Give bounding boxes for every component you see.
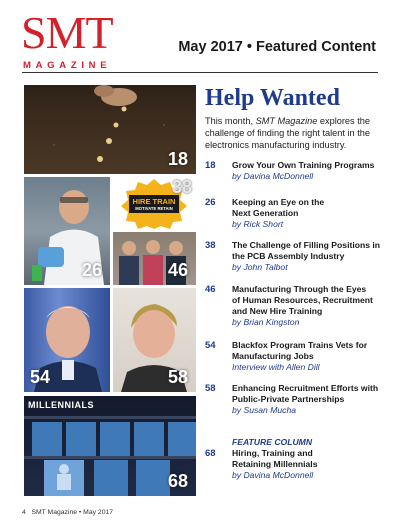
toc-title: Blackfox Program Trains Vets for Manufacturing Jobs <box>232 340 368 361</box>
toc-author: by Brian Kingston <box>232 317 300 327</box>
feature-title: Hiring, Training and Retaining Millennials <box>232 448 318 469</box>
smt-magazine-logo <box>21 7 125 72</box>
photo-page-number: 38 <box>171 177 192 197</box>
feature-page-number: 68 <box>205 448 216 459</box>
allen-dill-photo <box>24 288 110 392</box>
toc-author: Interview with Allen Dill <box>232 362 320 372</box>
toc-page-number: 58 <box>205 383 216 394</box>
millennials-label: MILLENNIALS <box>28 400 94 410</box>
toc-author: by Davina McDonnell <box>232 171 314 181</box>
badge-line-1: HIRE TRAIN <box>132 197 176 206</box>
hire-train-badge <box>113 177 196 229</box>
susan-mucha-photo <box>113 288 196 392</box>
photo-page-number: 68 <box>167 471 188 491</box>
photo-page-number: 58 <box>167 367 188 387</box>
lab-worker-photo <box>24 177 110 285</box>
toc-page-number: 54 <box>205 340 216 351</box>
toc-author: by Rick Short <box>232 219 284 229</box>
feature-author: by Davina McDonnell <box>232 470 314 480</box>
page-footer: 4 SMT Magazine • May 2017 <box>22 509 114 516</box>
intro-post: explores the challenge of finding the right talent in the electronics manufacturing industry. <box>205 116 370 150</box>
group-photo <box>113 232 196 285</box>
feature-column-label: FEATURE COLUMN <box>232 437 313 447</box>
toc-page-number: 38 <box>205 240 216 251</box>
photo-page-number: 46 <box>167 260 188 280</box>
toc-page-number: 46 <box>205 284 216 295</box>
toc-page-number: 26 <box>205 197 216 208</box>
badge-line-2: MOTIVATE RETAIN <box>135 206 173 211</box>
toc-author: by Susan Mucha <box>232 405 297 415</box>
issue-line: May 2017 • Featured Content <box>178 39 376 55</box>
toc-page-number: 18 <box>205 160 216 171</box>
photo-page-number: 54 <box>30 367 51 387</box>
intro-paragraph <box>205 115 383 151</box>
toc-title: Enhancing Recruitment Efforts with Public-Private Partnerships <box>232 383 379 404</box>
logo-smt-text: SMT <box>21 7 113 58</box>
intro-magazine-name: SMT Magazine <box>255 116 318 126</box>
header-divider <box>22 72 378 73</box>
photo-page-number: 18 <box>167 149 188 169</box>
photo-page-number: 26 <box>81 260 102 280</box>
intro-pre: This month, <box>205 116 256 126</box>
seedlings-photo <box>24 85 196 174</box>
toc-title: Keeping an Eye on the Next Generation <box>232 197 325 218</box>
millennials-photo <box>24 396 196 496</box>
toc-author: by John Talbot <box>232 262 288 272</box>
toc-title: The Challenge of Filling Positions in the PCB Assembly Industry <box>232 240 381 261</box>
toc-title: Manufacturing Through the Eyes of Human Resources, Recruitment and New Hire Training <box>232 284 373 316</box>
page-title: Help Wanted <box>205 85 340 111</box>
logo-magazine-text: MAGAZINE <box>23 60 112 71</box>
toc-title: Grow Your Own Training Programs <box>232 160 375 170</box>
